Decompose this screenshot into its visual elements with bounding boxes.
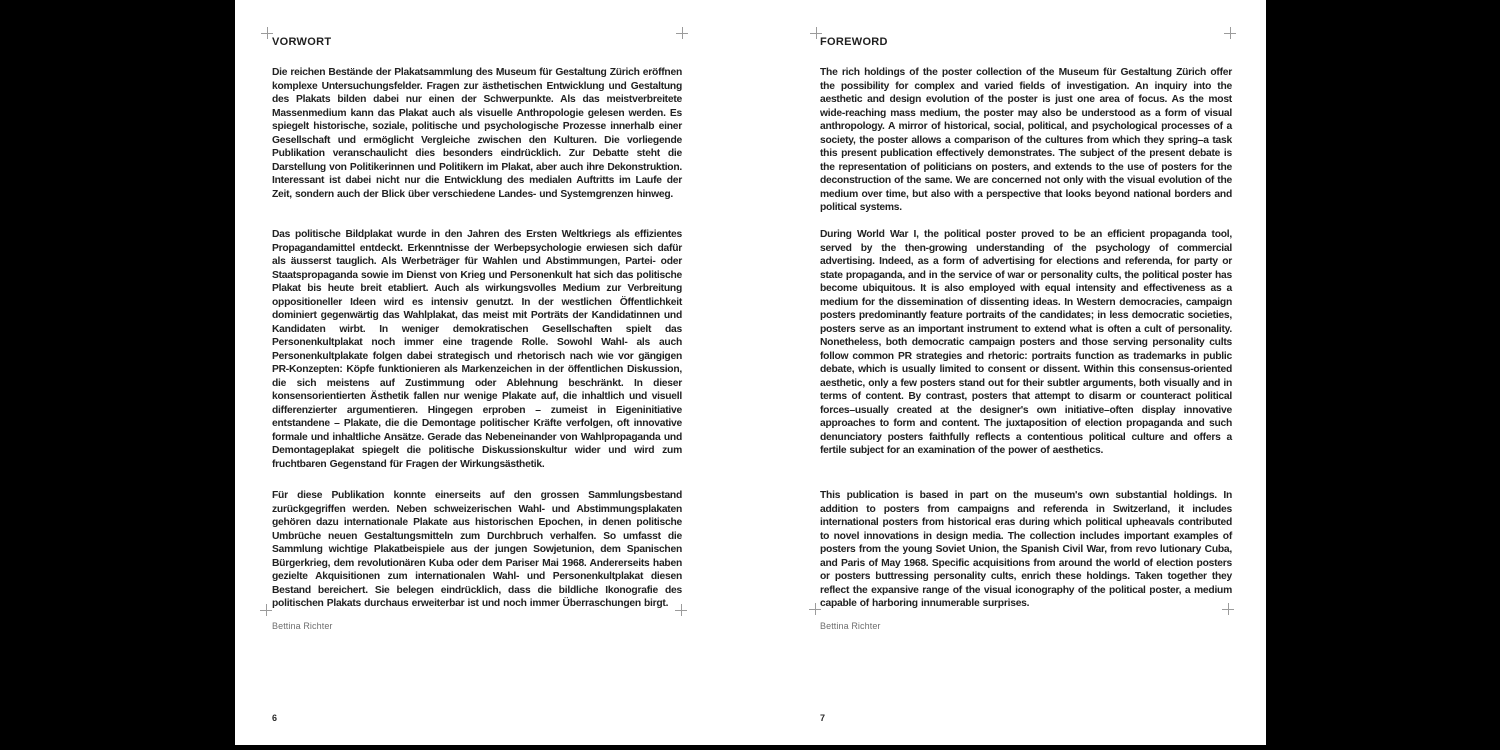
vorwort-paragraph-2: Das politische Bildplakat wurde in den Jahren des Ersten Weltkriegs als effizientes Propagandamittel entdeckt. Erkenntnisse der Werbepsychologie erwiesen sich dafür als äusserst tauglich. Als Werbeträger für Wahlen und Abstimmungen, Partei- oder Staatspropaganda sowie im Dienst von Krieg und Personenkult hat sich das politische Plakat bis heute breit etabliert. Auch als wirkungsvolles Medium zur Verbreitung oppositioneller Ideen wird es intensiv genutzt. In der westlichen Öffentlichkeit dominiert gegenwärtig das Wahlplakat, das meist mit Porträts der Kandidatinnen und Kandidaten wirbt. In weniger demokratischen Gesellschaften spielt das Personenkultplakat noch immer eine tragende Rolle. Sowohl Wahl- als auch Personenkultplakate folgen dabei strategisch und rhetorisch nach wie vor gängigen PR-Konzepten: Köpfe funktionieren als Markenzeichen in der öffentlichen Diskussion, die sich meistens auf Zustimmung oder Ablehnung beschränkt. In dieser konsensorientierten Ästhetik fallen nur wenige Plakate auf, die inhaltlich und visuell differenzierter argumentieren. Hingegen erproben – zumeist in Eigeninitiative entstandene – Plakate, die die Demontage politischer Kräfte verfolgen, oft innovative formale und inhaltliche Ansätze. Gerade das Nebeneinander von Wahlpropaganda und Demontageplakat spiegelt die politische Diskussionskultur wider und wird zum fruchtbaren Gegenstand für Fragen der Wirkungsästhetik. <box>272 229 682 470</box>
author-name: Bettina Richter <box>272 621 333 631</box>
page-number-right: 7 <box>820 713 826 723</box>
vorwort-paragraph-1: Die reichen Bestände der Plakatsammlung des Museum für Gestaltung Zürich eröffnen komplexe Untersuchungsfelder. Fragen zur ästhetischen Entwicklung und Gestaltung des Plakats bilden dabei nur einen der Schwerpunkte. Als das meistverbreitete Massenmedium kann das Plakat auch als visuelle Anthropologie gelesen werden. Es spiegelt historische, soziale, politische und psychologische Prozesse innerhalb einer Gesellschaft und ermöglicht Vergleiche zwischen den Kulturen. Die vorliegende Publikation veranschaulicht dies besonders eindrücklich. Zur Debatte steht die Darstellung von Politikerinnen und Politikern im Plakat, aber auch ihre Dekonstruktion. Interessant ist dabei nicht nur die Entwicklung des medialen Auftritts im Laufe der Zeit, sondern auch der Blick über verschiedene Landes- und Systemgrenzen hinweg. <box>272 67 682 200</box>
author-name: Bettina Richter <box>820 621 881 631</box>
crop-mark-icon <box>260 604 272 616</box>
foreword-paragraph-3: This publication is based in part on the museum's own substantial holdings. In addition to posters from campaigns and referenda in Switzerland, it includes international posters from historical eras during which political upheavals contributed to novel innovations in design media. The collection includes important examples of posters from the young Soviet Union, the Spanish Civil War, from revo lutionary Cuba, and Paris of May 1968. Specific acquisitions from around the world of election posters or posters buttressing personality cults, enrich these holdings. Taken together they reflect the expansive range of the visual iconography of the political poster, a medium capable of harboring innumerable surprises. <box>820 490 1232 609</box>
foreword-paragraph-2: During World War I, the political poster proved to be an efficient propaganda tool, served by the then-growing understanding of the psychology of commercial advertising. Indeed, as a form of advertising for elections and referenda, for party or state propaganda, and in the service of war or personality cults, the political poster has become ubiquitous. It is also employed with equal intensity and effectiveness as a medium for the dissemination of dissenting ideas. In Western democracies, campaign posters predominantly feature portraits of the candidates; in less democratic societies, posters serve as an important instrument to extend what is often a cult of personality. Nonetheless, both democratic campaign posters and those serving personality cults follow common PR strategies and rhetoric: portraits function as trademarks in public debate, which is usually limited to consent or dissent. Within this consensus-oriented aesthetic, only a few posters stand out for their subtler arguments, both visually and in terms of content. By contrast, posters that attempt to disarm or counteract political forces–usually created at the designer's own initiative–often display innovative approaches to form and content. The juxtaposition of election propaganda and such denunciatory posters faithfully reflects a contentious political culture and offers a fertile subject for an examination of the power of aesthetics. <box>820 229 1232 456</box>
page-number-left: 6 <box>272 713 278 723</box>
left-page-vorwort <box>272 0 682 745</box>
vorwort-paragraph-3: Für diese Publikation konnte einerseits auf den grossen Sammlungsbestand zurückgegriffen werden. Neben schweizerischen Wahl- und Abstimmungsplakaten gehören dazu internationale Plakate aus historischen Epochen, in denen politische Umbrüche neuen Gestaltungsmitteln zum Durchbruch verhalfen. So umfasst die Sammlung wichtige Plakatbeispiele aus der jungen Sowjetunion, dem Spanischen Bürgerkrieg, dem revolutionären Kuba oder dem Pariser Mai 1968. Andererseits haben gezielte Akquisitionen zum internationalen Wahl- und Personenkultplakat diesen Bestand bereichert. Sie belegen eindrücklich, dass die bildliche Ikonografie des politischen Plakats durchaus erweiterbar ist und noch immer Überraschungen birgt. <box>272 490 682 609</box>
foreword-paragraph-1: The rich holdings of the poster collection of the Museum für Gestaltung Zürich offer the possibility for complex and varied fields of investigation. An inquiry into the aesthetic and design evolution of the poster is just one area of focus. As the most wide-reaching mass medium, the poster may also be understood as a form of visual anthropology. A mirror of historical, social, political, and psychological processes of a society, the poster allows a comparison of the cultures from which they spring–a task this present publication effectively demonstrates. The subject of the present debate is the representation of politicians on posters, and extends to the use of posters for the deconstruction of the same. We are concerned not only with the visual evolution of the medium over time, but also with a perspective that looks beyond national borders and political systems. <box>820 67 1232 213</box>
right-page-foreword <box>820 0 1232 745</box>
page-title-vorwort: VORWORT <box>272 36 332 48</box>
page-title-foreword: FOREWORD <box>820 36 888 48</box>
